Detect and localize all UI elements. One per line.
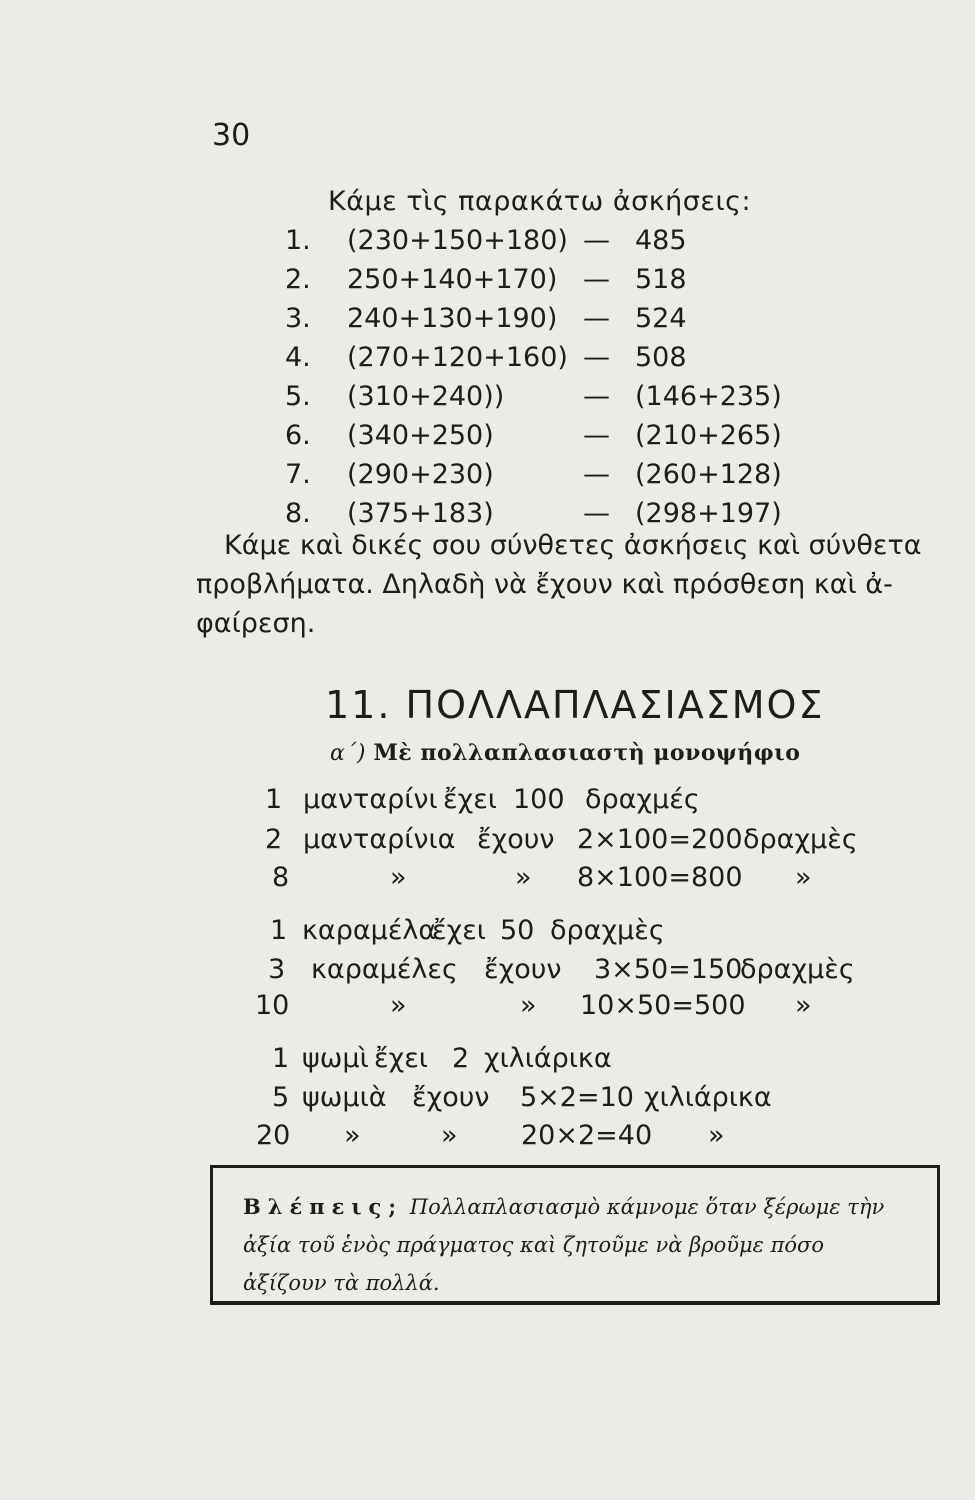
line-verb: ἔχει <box>432 915 486 946</box>
line-expression: 2 <box>452 1043 470 1074</box>
line-expression: 50 <box>500 915 535 946</box>
multiplication-line <box>255 990 875 1026</box>
rule-box <box>210 1165 940 1305</box>
multiplication-line <box>268 954 888 990</box>
exercise-right: (146+235) <box>635 381 782 412</box>
line-verb: ἔχουν <box>412 1082 490 1113</box>
exercise-dash: — <box>583 342 610 373</box>
exercise-left: (230+150+180) <box>347 225 568 256</box>
ditto-mark: » <box>795 990 812 1021</box>
exercise-number: 5. <box>285 381 311 412</box>
exercise-left: (310+240)) <box>347 381 505 412</box>
exercise-number: 3. <box>285 303 311 334</box>
line-count: 1 <box>265 784 283 815</box>
line-count: 20 <box>256 1120 291 1151</box>
rule-body: Πολλαπλασιασμὸ κάμνομε ὅταν ξέρωμε τὴν ἀξία τοῦ ἑνὸς πράγματος καὶ ζητοῦμε νὰ βροῦμε πόσο ἀξίζουν τὰ πολλά. <box>243 1195 885 1295</box>
line-expression: 3×50=150 <box>594 954 743 985</box>
line-item: ψωμὶ <box>302 1043 369 1074</box>
exercise-row <box>285 381 805 417</box>
exercise-instructions: Κάμε τὶς παρακάτω ἀσκήσεις: <box>328 186 752 217</box>
exercise-right: (298+197) <box>635 498 782 529</box>
rule-lead: Βλέπεις; <box>243 1194 404 1219</box>
line-unit: δραχμὲς <box>550 915 665 946</box>
line-expression: 20×2=40 <box>521 1120 653 1151</box>
line-verb: ἔχει <box>374 1043 428 1074</box>
line-count: 5 <box>272 1082 290 1113</box>
exercise-left: (270+120+160) <box>347 342 568 373</box>
line-count: 3 <box>268 954 286 985</box>
multiplication-line <box>272 1082 892 1118</box>
exercise-row <box>285 264 805 300</box>
line-item: μανταρίνι <box>303 784 438 815</box>
ditto-mark: » <box>795 862 812 893</box>
exercise-row <box>285 342 805 378</box>
exercise-dash: — <box>583 498 610 529</box>
exercise-dash: — <box>583 459 610 490</box>
exercise-right: (260+128) <box>635 459 782 490</box>
exercise-right: 508 <box>635 342 687 373</box>
exercise-right: 524 <box>635 303 687 334</box>
line-unit: χιλιάρικα <box>644 1082 772 1113</box>
line-count: 8 <box>272 862 290 893</box>
exercise-number: 1. <box>285 225 311 256</box>
page-number: 30 <box>212 118 251 153</box>
ditto-mark: » <box>390 862 407 893</box>
line-item: ψωμιὰ <box>302 1082 387 1113</box>
rule-text <box>243 1188 913 1302</box>
ditto-mark: » <box>515 862 532 893</box>
multiplication-line <box>265 784 885 820</box>
exercise-right: 518 <box>635 264 687 295</box>
exercise-number: 6. <box>285 420 311 451</box>
line-item: καραμέλα <box>302 915 437 946</box>
exercise-number: 4. <box>285 342 311 373</box>
exercise-left: 240+130+190) <box>347 303 558 334</box>
multiplication-line <box>246 1120 866 1156</box>
exercise-dash: — <box>583 420 610 451</box>
instruction-paragraph <box>196 526 936 643</box>
exercise-row <box>285 303 805 339</box>
subheading-text: Μὲ πολλαπλασιαστὴ μονοψήφιο <box>373 740 801 766</box>
multiplication-line <box>265 824 885 860</box>
section-heading: 11. ΠΟΛΛΑΠΛΑΣΙΑΣΜΟΣ <box>325 683 825 727</box>
exercise-row <box>285 225 805 261</box>
exercise-row <box>285 459 805 495</box>
multiplication-line <box>272 1043 892 1079</box>
exercise-dash: — <box>583 264 610 295</box>
line-expression: 8×100=800 <box>577 862 743 893</box>
exercise-left: (375+183) <box>347 498 494 529</box>
multiplication-line <box>270 915 890 951</box>
section-subheading <box>330 740 800 766</box>
line-count: 1 <box>270 915 288 946</box>
subheading-label: α΄) <box>330 741 366 766</box>
ditto-mark: » <box>441 1120 458 1151</box>
line-count: 2 <box>265 824 283 855</box>
line-expression: 5×2=10 <box>520 1082 634 1113</box>
exercise-right: (210+265) <box>635 420 782 451</box>
ditto-mark: » <box>708 1120 725 1151</box>
line-expression: 100 <box>513 784 565 815</box>
line-count: 10 <box>255 990 290 1021</box>
line-unit: δραχμὲς <box>743 824 858 855</box>
line-count: 1 <box>272 1043 290 1074</box>
paragraph-line: Κάμε καὶ δικές σου σύνθετες ἀσκήσεις καὶ σύνθετα <box>224 530 922 561</box>
line-verb: ἔχουν <box>477 824 555 855</box>
line-verb: ἔχουν <box>484 954 562 985</box>
exercise-number: 8. <box>285 498 311 529</box>
exercise-dash: — <box>583 381 610 412</box>
ditto-mark: » <box>344 1120 361 1151</box>
line-expression: 2×100=200 <box>577 824 743 855</box>
exercise-right: 485 <box>635 225 687 256</box>
line-unit: χιλιάρικα <box>484 1043 612 1074</box>
exercise-dash: — <box>583 225 610 256</box>
line-unit: δραχμές <box>585 784 700 815</box>
exercise-number: 7. <box>285 459 311 490</box>
line-expression: 10×50=500 <box>580 990 746 1021</box>
exercise-row <box>285 420 805 456</box>
exercise-left: (290+230) <box>347 459 494 490</box>
exercise-number: 2. <box>285 264 311 295</box>
line-verb: ἔχει <box>443 784 497 815</box>
line-item: μανταρίνια <box>303 824 456 855</box>
ditto-mark: » <box>390 990 407 1021</box>
line-item: καραμέλες <box>311 954 458 985</box>
line-unit: δραχμὲς <box>740 954 855 985</box>
exercise-dash: — <box>583 303 610 334</box>
ditto-mark: » <box>520 990 537 1021</box>
paragraph-line: φαίρεση. <box>196 608 316 639</box>
exercise-left: (340+250) <box>347 420 494 451</box>
multiplication-line <box>265 862 885 898</box>
paragraph-line: προβλήματα. Δηλαδὴ νὰ ἔχουν καὶ πρόσθεση καὶ ἀ- <box>196 569 893 600</box>
exercise-left: 250+140+170) <box>347 264 558 295</box>
